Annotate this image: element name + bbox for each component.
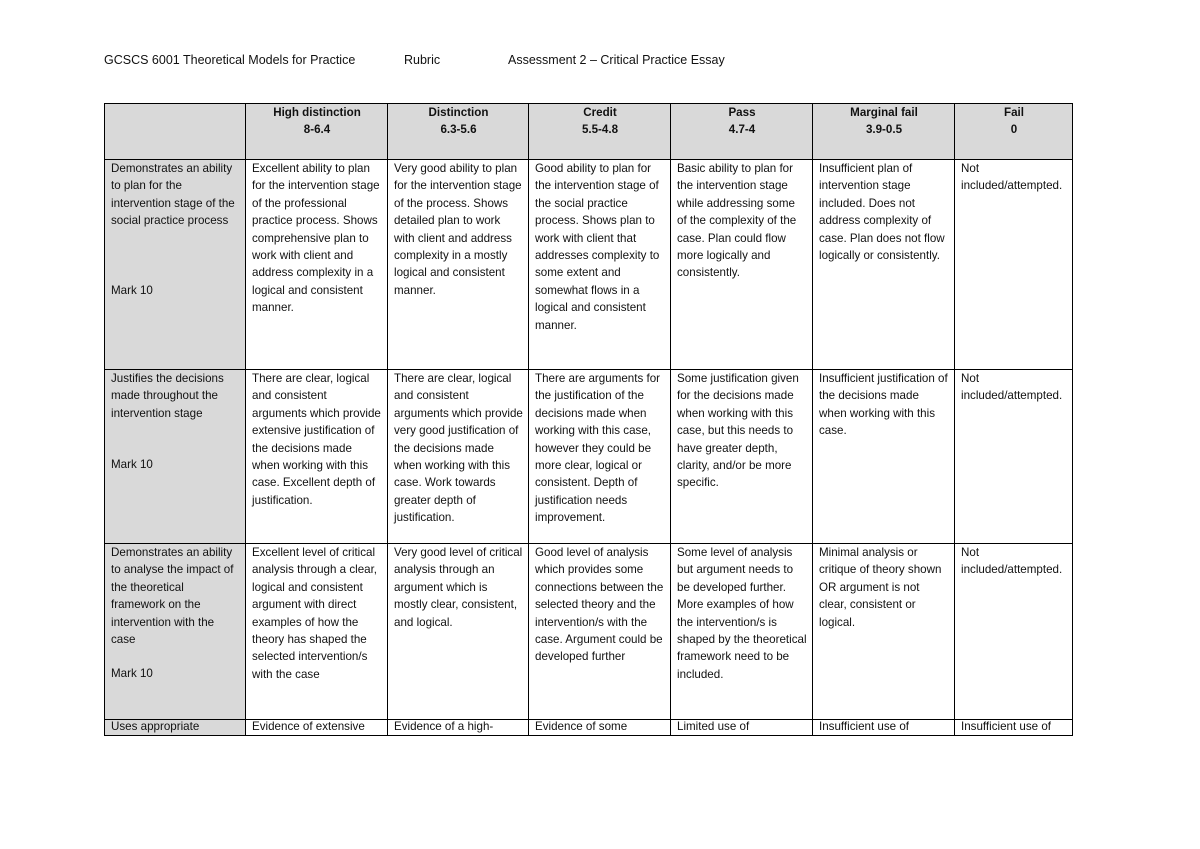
criterion-cell [105,160,246,370]
criterion-row-plan [105,160,1073,370]
course-title: GCSCS 6001 Theoretical Models for Practice [104,53,356,67]
descriptor-cell: Not included/attempted. [955,160,1073,370]
criterion-cell [105,370,246,544]
descriptor-cell: Excellent ability to plan for the intervention stage of the professional practice process. Shows comprehensive plan to work with client and address complexity in a logical and consistent manner. [246,160,388,370]
criterion-title: Justifies the decisions made throughout the intervention stage [111,372,224,420]
grade-range: 6.3-5.6 [440,123,477,137]
grade-range: 4.7-4 [728,123,756,137]
grade-header-distinction [388,104,529,160]
criterion-cell [105,544,246,720]
descriptor-cell: Insufficient plan of intervention stage included. Does not address complexity of case. Plan does not flow logically or consistently. [813,160,955,370]
grade-name: Fail [1004,106,1024,119]
grade-header-high-distinction [246,104,388,160]
descriptor-cell: Insufficient justification of the decisions made when working with this case. [813,370,955,544]
grade-header-marginal-fail [813,104,955,160]
descriptor-cell: Evidence of some [529,720,671,736]
criterion-title: Demonstrates an ability to analyse the impact of the theoretical framework on the intervention with the case [111,546,234,647]
descriptor-cell: There are arguments for the justification of the decisions made when working with this case, however they could be more clear, logical or consistent. Depth of justification needs improvement. [529,370,671,544]
grade-name: Marginal fail [850,106,918,119]
criteria-header-cell [105,104,246,160]
descriptor-cell: Limited use of [671,720,813,736]
grade-header-row [105,104,1073,160]
grade-name: High distinction [273,106,361,119]
descriptor-cell: Good ability to plan for the intervention stage of the social practice process. Shows plan to work with client that addresses complexity to some extent and somewhat flows in a logical and consistent manner. [529,160,671,370]
descriptor-cell: Basic ability to plan for the intervention stage while addressing some of the complexity of the case. Plan could flow more logically and consistently. [671,160,813,370]
grade-name: Distinction [428,106,489,119]
grade-range: 0 [1010,123,1018,137]
descriptor-cell: Excellent level of critical analysis through a clear, logical and consistent argument with direct examples of how the theory has shaped the selected intervention/s with the case [246,544,388,720]
criterion-row-analyse [105,544,1073,720]
criterion-row-sources [105,720,1073,736]
descriptor-cell: Good level of analysis which provides some connections between the selected theory and the intervention/s with the case. Argument could be developed further [529,544,671,720]
descriptor-cell: There are clear, logical and consistent arguments which provide extensive justification of the decisions made when working with this case. Excellent depth of justification. [246,370,388,544]
criterion-mark: Mark 10 [111,283,153,297]
descriptor-cell: Some justification given for the decisions made when working with this case, but this needs to have greater depth, clarity, and/or be more specific. [671,370,813,544]
criterion-title: Uses appropriate [111,720,200,733]
descriptor-cell: There are clear, logical and consistent arguments which provide very good justification of the decisions made when working with this case. Work towards greater depth of justification. [388,370,529,544]
criterion-mark: Mark 10 [111,458,153,472]
grade-name: Credit [583,106,617,119]
rubric-table [104,103,1073,736]
grade-header-pass [671,104,813,160]
rubric-label: Rubric [404,53,441,67]
descriptor-cell: Very good ability to plan for the intervention stage of the process. Shows detailed plan to work with client and address complexity in a mostly logical and consistent manner. [388,160,529,370]
criterion-mark: Mark 10 [111,667,153,681]
descriptor-cell: Insufficient use of [955,720,1073,736]
descriptor-cell: Minimal analysis or critique of theory shown OR argument is not clear, consistent or logical. [813,544,955,720]
descriptor-cell: Not included/attempted. [955,370,1073,544]
descriptor-cell: Some level of analysis but argument needs to be developed further. More examples of how the intervention/s is shaped by the theoretical framework need to be included. [671,544,813,720]
criterion-title: Demonstrates an ability to plan for the intervention stage of the social practice process [111,162,235,228]
document-header [104,53,1104,71]
criterion-cell [105,720,246,736]
descriptor-cell: Very good level of critical analysis through an argument which is mostly clear, consistent, and logical. [388,544,529,720]
grade-range: 8-6.4 [303,123,331,137]
descriptor-cell: Evidence of extensive [246,720,388,736]
descriptor-cell: Evidence of a high- [388,720,529,736]
criterion-row-justify [105,370,1073,544]
descriptor-cell: Insufficient use of [813,720,955,736]
grade-header-fail [955,104,1073,160]
grade-range: 5.5-4.8 [581,123,619,137]
descriptor-cell: Not included/attempted. [955,544,1073,720]
grade-header-credit [529,104,671,160]
assessment-title: Assessment 2 – Critical Practice Essay [508,53,725,67]
grade-name: Pass [728,106,756,119]
grade-range: 3.9-0.5 [865,123,903,137]
